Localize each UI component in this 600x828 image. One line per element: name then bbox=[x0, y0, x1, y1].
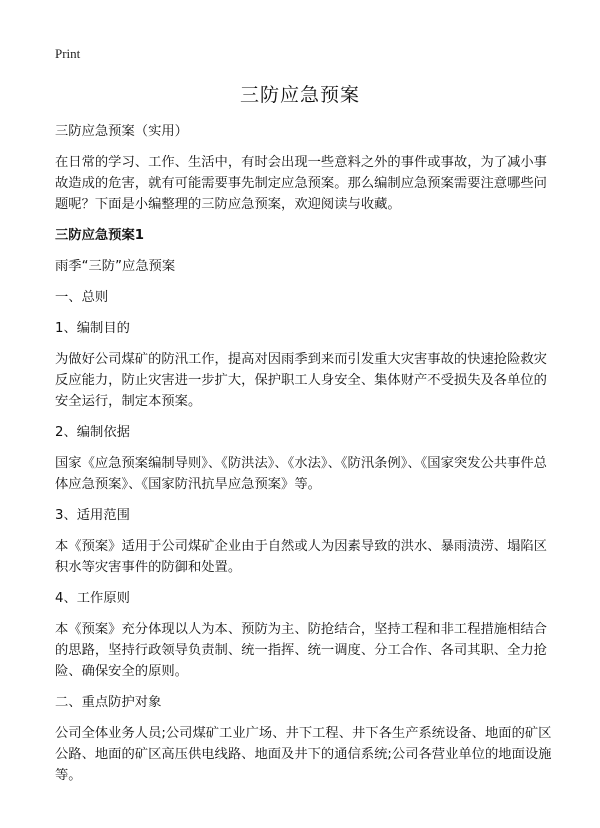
part1-heading: 一、总则 bbox=[55, 290, 109, 305]
item1-heading: 1、编制目的 bbox=[55, 321, 130, 336]
subtitle: 三防应急预案（实用） bbox=[55, 124, 188, 139]
intro-paragraph: 在日常的学习、工作、生活中，有时会出现一些意料之外的事件或事故，为了减小事故造成的危害，就有可能需要事先制定应急预案。那么编制应急预案需要注意哪些问题呢？下面是小编整理的三防应急预案，欢迎阅读与收藏。 bbox=[55, 155, 547, 212]
item2-heading: 2、编制依据 bbox=[55, 425, 130, 440]
item1-text: 为做好公司煤矿的防汛工作，提高对因雨季到来而引发重大灾害事故的快速抢险救灾反应能力，防止灾害进一步扩大，保护职工人身安全、集体财产不受损失及各单位的安全运行，制定本预案。 bbox=[55, 352, 547, 409]
plan-name: 雨季“三防”应急预案 bbox=[55, 259, 176, 274]
part2-heading: 二、重点防护对象 bbox=[55, 695, 162, 710]
item4-heading: 4、工作原则 bbox=[55, 591, 130, 606]
print-link[interactable]: Print bbox=[55, 46, 81, 61]
part2-text: 公司全体业务人员;公司煤矿工业广场、井下工程、井下各生产系统设备、地面的矿区公路、地面的矿区高压供电线路、地面及井下的通信系统;公司各营业单位的地面设施等。 bbox=[55, 726, 552, 783]
item4-text: 本《预案》充分体现以人为本、预防为主、防抢结合，坚持工程和非工程措施相结合的思路，坚持行政领导负责制、统一指挥、统一调度、分工合作、各司其职、全力抢险、确保安全的原则。 bbox=[55, 622, 547, 679]
item2-text: 国家《应急预案编制导则》、《防洪法》、《水法》、《防汛条例》、《国家突发公共事件总体应急预案》、《国家防汛抗旱应急预案》等。 bbox=[55, 456, 547, 492]
document-body bbox=[55, 121, 555, 786]
section-heading: 三防应急预案1 bbox=[55, 228, 145, 243]
item3-text: 本《预案》适用于公司煤矿企业由于自然或人为因素导致的洪水、暴雨渍涝、塌陷区积水等灾害事件的防御和处置。 bbox=[55, 539, 547, 575]
document-title: 三防应急预案 bbox=[239, 84, 360, 106]
item3-heading: 3、适用范围 bbox=[55, 508, 130, 523]
